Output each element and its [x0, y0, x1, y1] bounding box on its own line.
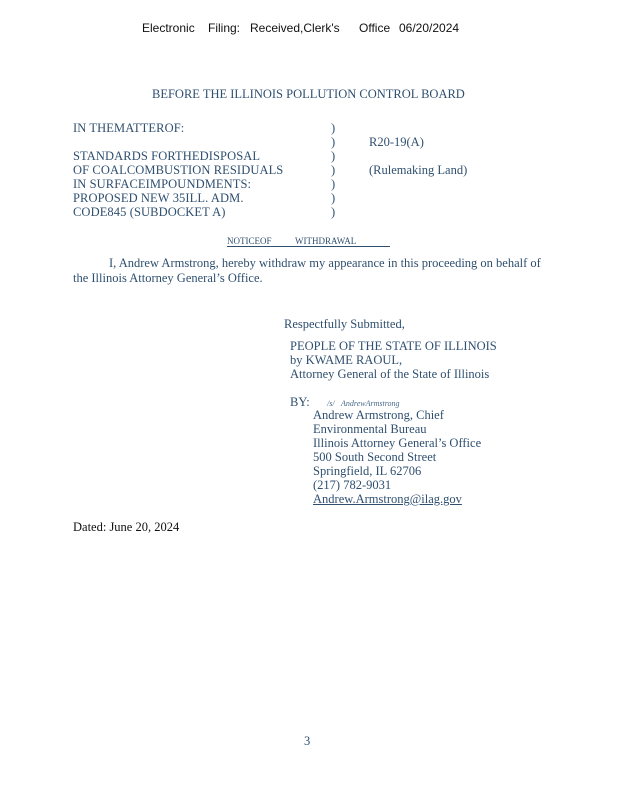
attorney-city: Springfield, IL 62706	[313, 464, 422, 478]
caption-line: IN SURFACEIMPOUNDMENTS:	[73, 177, 252, 191]
attorney-office: Illinois Attorney General’s Office	[313, 436, 482, 450]
attorney-street: 500 South Second Street	[313, 450, 437, 464]
by-label: BY:	[290, 395, 310, 409]
caption-line: STANDARDS FORTHEDISPOSAL	[73, 149, 261, 163]
body-line-2: the Illinois Attorney General’s Office.	[73, 271, 263, 285]
caption-line: CODE845 (SUBDOCKET A)	[73, 205, 226, 219]
caption-line: PROPOSED NEW 35ILL. ADM.	[73, 191, 244, 205]
signature-name: AndrewArmstrong	[341, 399, 400, 408]
attorney-bureau: Environmental Bureau	[313, 422, 427, 436]
attorney-name: Andrew Armstrong, Chief	[313, 408, 444, 422]
notice-title-part2: WITHDRAWAL	[295, 236, 357, 246]
client-line-3: Attorney General of the State of Illinois	[290, 367, 490, 381]
attorney-email-link[interactable]: Andrew.Armstrong@ilag.gov	[313, 492, 462, 506]
notice-title-part1: NOTICEOF	[227, 236, 272, 246]
caption-line: IN THEMATTEROF:	[73, 121, 185, 135]
board-title: BEFORE THE ILLINOIS POLLUTION CONTROL BOARD	[152, 87, 465, 101]
closing: Respectfully Submitted,	[284, 317, 405, 331]
docket-number: R20-19(A)	[369, 135, 424, 149]
caption-paren: )	[331, 205, 336, 219]
rulemaking-type: (Rulemaking Land)	[369, 163, 468, 177]
caption-paren: )	[331, 191, 336, 205]
client-line-1: PEOPLE OF THE STATE OF ILLINOIS	[290, 339, 497, 353]
caption-paren: )	[331, 163, 336, 177]
page-number: 3	[304, 734, 311, 748]
header-office: Office	[359, 21, 391, 35]
caption-paren: )	[331, 135, 336, 149]
header-electronic: Electronic	[142, 21, 195, 35]
header-filing: Filing:	[208, 21, 241, 35]
dated-line: Dated: June 20, 2024	[73, 520, 180, 534]
client-line-2: by KWAME RAOUL,	[290, 353, 403, 367]
header-received: Received,Clerk's	[250, 21, 340, 35]
caption-line: OF COALCOMBUSTION RESIDUALS	[73, 163, 284, 177]
notice-title-underline	[227, 246, 390, 247]
caption-paren: )	[331, 121, 336, 135]
header-date: 06/20/2024	[399, 21, 460, 35]
signature-slash: /s/	[327, 399, 335, 408]
caption-paren: )	[331, 177, 336, 191]
body-line-1: I, Andrew Armstrong, hereby withdraw my appearance in this proceeding on behalf of	[109, 256, 541, 270]
caption-paren: )	[331, 149, 336, 163]
attorney-phone: (217) 782-9031	[313, 478, 392, 492]
